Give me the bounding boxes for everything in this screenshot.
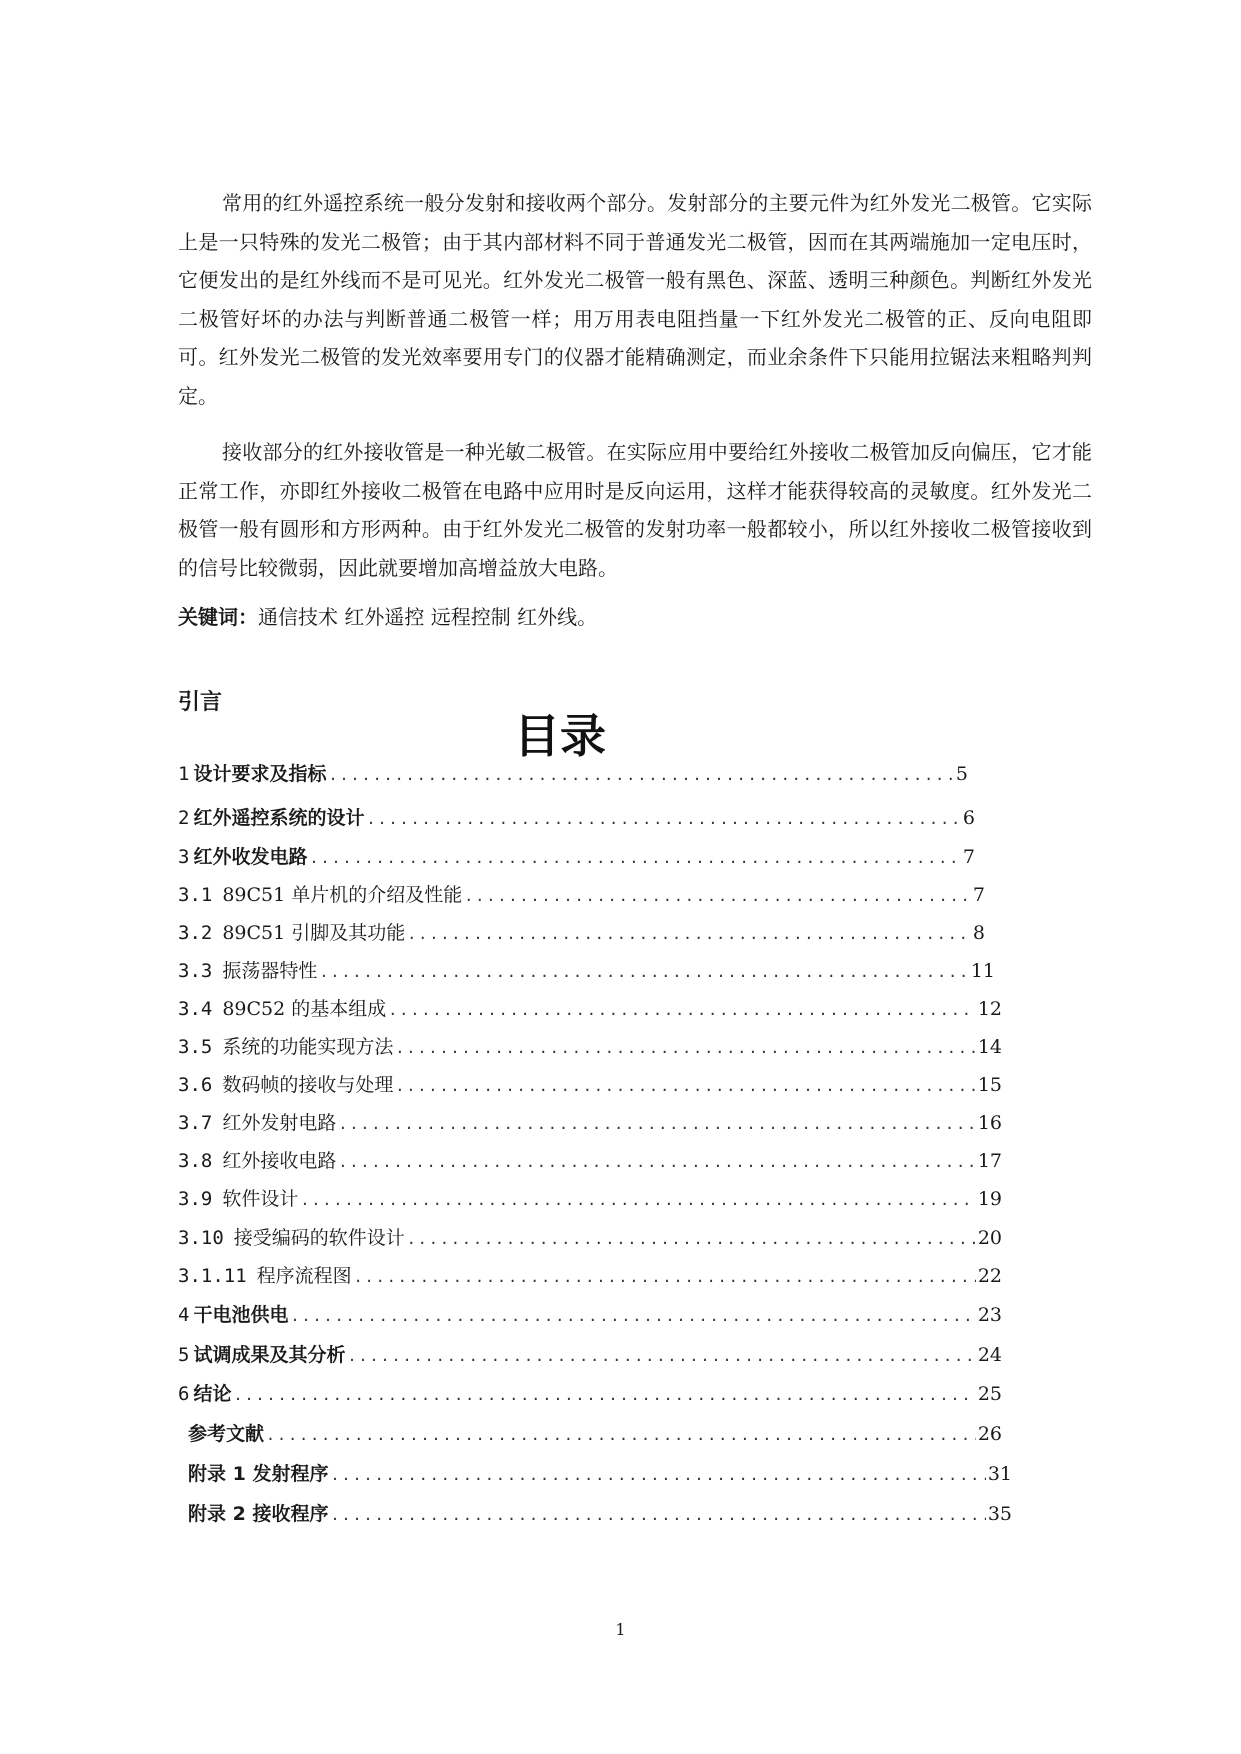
toc-entry-number: 3.1: [178, 884, 213, 906]
toc-entry-title: 振荡器特性: [222, 960, 318, 982]
toc-entry-number: 3.5: [178, 1036, 213, 1058]
keywords-label: 关键词：: [178, 605, 258, 629]
toc-leader-dots: [330, 1500, 985, 1530]
toc-entry-number: 3.8: [178, 1150, 213, 1172]
toc-leader-dots: [464, 881, 971, 911]
toc-entry-number: 1: [178, 763, 190, 785]
toc-entry: [178, 918, 985, 948]
toc-leader-dots: [338, 1109, 975, 1139]
toc-entry-page: 19: [977, 1188, 1002, 1210]
toc-entry-page: 14: [977, 1036, 1002, 1058]
toc-entry-title: 附录 1 发射程序: [188, 1463, 329, 1485]
toc-entry-title: 程序流程图: [256, 1265, 352, 1287]
toc-entry-number: 4: [178, 1304, 190, 1326]
toc-entry: [178, 956, 995, 986]
toc-entry: [188, 1459, 1012, 1489]
toc-entry: [178, 1223, 1002, 1253]
toc-leader-dots: [395, 1033, 975, 1063]
toc-entry: [188, 1499, 1012, 1529]
toc-leader-dots: [395, 1071, 975, 1101]
toc-leader-dots: [328, 760, 953, 790]
toc-entry-page: 7: [962, 846, 975, 868]
toc-entry: [178, 1300, 1002, 1330]
toc-leader-dots: [388, 995, 976, 1025]
toc-entry-page: 8: [972, 922, 985, 944]
toc-leader-dots: [290, 1301, 975, 1331]
toc-entry-number: 3.2: [178, 922, 213, 944]
toc-entry: [178, 1379, 1002, 1409]
toc-entry-title: 干电池供电: [193, 1304, 289, 1326]
toc-leader-dots: [407, 919, 971, 949]
toc-entry-title: 红外接收电路: [222, 1150, 337, 1172]
toc-entry-title: 接受编码的软件设计: [233, 1227, 405, 1249]
toc-title: 目录: [514, 709, 606, 763]
toc-entry-title: 红外收发电路: [193, 846, 308, 868]
toc-entry-title: 红外发射电路: [222, 1112, 337, 1134]
toc-entry: [178, 759, 968, 789]
toc-entry-number: 3.3: [178, 960, 213, 982]
toc-entry-number: 5: [178, 1344, 190, 1366]
toc-entry-page: 15: [977, 1074, 1002, 1096]
toc-entry: [178, 1146, 1002, 1176]
toc-entry-title: 系统的功能实现方法: [222, 1036, 394, 1058]
toc-entry-page: 7: [972, 884, 985, 906]
body-paragraph-2: 接收部分的红外接收管是一种光敏二极管。在实际应用中要给红外接收二极管加反向偏压，它才能正常工作，亦即红外接收二极管在电路中应用时是反向运用，这样才能获得较高的灵敏度。红外发光二极管一般有圆形和方形两种。由于红外发光二极管的发射功率一般都较小，所以红外接收二极管接收到的信号比较微弱，因此就要增加高增益放大电路。: [178, 440, 1092, 580]
toc-entry: [178, 803, 975, 833]
toc-entry-title: 数码帧的接收与处理: [222, 1074, 394, 1096]
toc-entry-title: 参考文献: [188, 1423, 265, 1445]
toc-entry: [178, 880, 985, 910]
toc-leader-dots: [309, 843, 960, 873]
body-paragraph-1: 常用的红外遥控系统一般分发射和接收两个部分。发射部分的主要元件为红外发光二极管。它实际上是一只特殊的发光二极管；由于其内部材料不同于普通发光二极管，因而在其两端施加一定电压时，它便发出的是红外线而不是可见光。红外发光二极管一般有黑色、深蓝、透明三种颜色。判断红外发光二极管好坏的办法与判断普通二极管一样；用万用表电阻挡量一下红外发光二极管的正、反向电阻即可。红外发光二极管的发光效率要用专门的仪器才能精确测定，而业余条件下只能用拉锯法来粗略判判定。: [178, 191, 1092, 408]
toc-entry-page: 35: [987, 1503, 1012, 1525]
toc-entry-title: 软件设计: [222, 1188, 299, 1210]
toc-entry-page: 5: [955, 763, 968, 785]
toc-entry-page: 26: [977, 1423, 1002, 1445]
toc-entry: [178, 842, 975, 872]
toc-entry-page: 24: [977, 1344, 1002, 1366]
toc-entry: [178, 1032, 1002, 1062]
toc-entry-number: 3.10: [178, 1227, 224, 1249]
page-number: 1: [615, 1620, 626, 1639]
toc-entry: [178, 1070, 1002, 1100]
toc-leader-dots: [330, 1460, 985, 1490]
toc-entry-title: 附录 2 接收程序: [188, 1503, 329, 1525]
toc-leader-dots: [300, 1185, 975, 1215]
toc-entry: [178, 1261, 1002, 1291]
toc-entry-title: 89C51 单片机的介绍及性能: [222, 884, 463, 906]
toc-entry-number: 2: [178, 807, 190, 829]
toc-entry-page: 25: [977, 1383, 1002, 1405]
toc-entry-title: 试调成果及其分析: [193, 1344, 346, 1366]
toc-leader-dots: [266, 1420, 976, 1450]
toc-leader-dots: [407, 1224, 976, 1254]
toc-entry: [178, 1184, 1002, 1214]
toc-entry-page: 31: [987, 1463, 1012, 1485]
keywords-text: 通信技术 红外遥控 远程控制 红外线。: [258, 605, 598, 629]
toc-entry-page: 6: [962, 807, 975, 829]
toc-entry-number: 3.1.11: [178, 1265, 247, 1287]
toc-entry: [178, 994, 1002, 1024]
intro-heading: 引言: [178, 690, 223, 715]
toc-entry-title: 结论: [193, 1383, 232, 1405]
toc-entry-number: 6: [178, 1383, 190, 1405]
toc-entry-number: 3.4: [178, 998, 213, 1020]
toc-leader-dots: [347, 1341, 975, 1371]
toc-entry-title: 89C51 引脚及其功能: [222, 922, 406, 944]
toc-entry-page: 23: [977, 1304, 1002, 1326]
toc-leader-dots: [338, 1147, 975, 1177]
toc-entry-page: 22: [977, 1265, 1002, 1287]
toc-entry-title: 设计要求及指标: [193, 763, 327, 785]
toc-leader-dots: [366, 804, 960, 834]
toc-entry-number: 3: [178, 846, 190, 868]
toc-entry-title: 89C52 的基本组成: [222, 998, 387, 1020]
toc-entry-number: 3.6: [178, 1074, 213, 1096]
toc-entry: [178, 1340, 1002, 1370]
toc-entry-page: 17: [977, 1150, 1002, 1172]
toc-leader-dots: [354, 1262, 976, 1292]
toc-leader-dots: [233, 1380, 975, 1410]
toc-entry-number: 3.7: [178, 1112, 213, 1134]
toc-entry-page: 16: [977, 1112, 1002, 1134]
toc-entry-title: 红外遥控系统的设计: [193, 807, 365, 829]
toc-entry-page: 12: [977, 998, 1002, 1020]
toc-entry-number: 3.9: [178, 1188, 213, 1210]
toc-leader-dots: [319, 957, 968, 987]
toc-entry-page: 20: [977, 1227, 1002, 1249]
toc-entry: [188, 1419, 1002, 1449]
toc-entry: [178, 1108, 1002, 1138]
toc-entry-page: 11: [970, 960, 995, 982]
